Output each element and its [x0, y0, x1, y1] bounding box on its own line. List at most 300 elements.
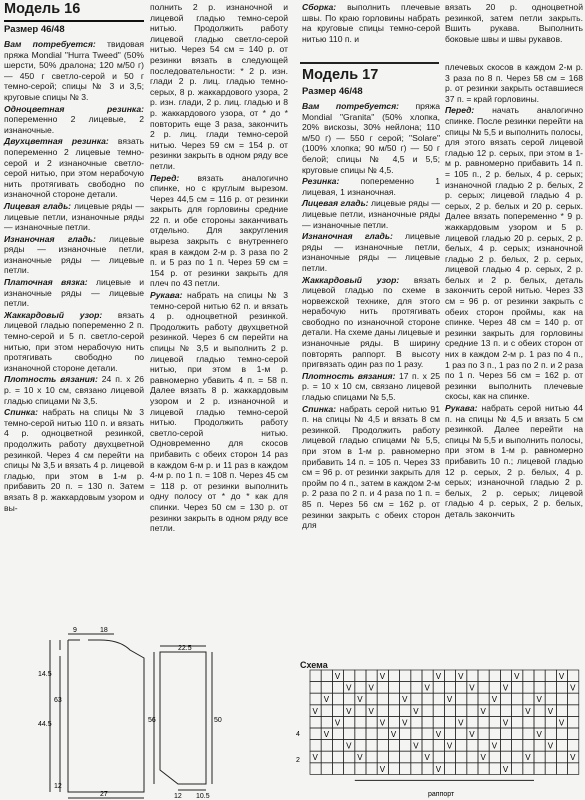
chart-stitch-mark: V: [323, 730, 330, 739]
chart-cell: [400, 763, 411, 775]
chart-cell: [523, 740, 534, 752]
chart-stitch-mark: V: [413, 706, 419, 716]
paragraph-heading: Перед:: [445, 105, 475, 116]
paragraph-heading: Одноцветная резинка:: [4, 103, 144, 114]
chart-cell: [556, 751, 567, 763]
chart-cell: [433, 751, 444, 763]
chart-cell: [321, 705, 332, 717]
paragraph-heading: Жаккардовый узор:: [4, 309, 103, 320]
chart-cell: [388, 751, 399, 763]
chart-cell: [467, 763, 478, 775]
chart-stitch-mark: V: [458, 672, 464, 681]
paragraph-heading: Рукава:: [150, 290, 183, 301]
paragraph: [4, 234, 144, 276]
chart-cell: [467, 751, 478, 763]
chart-cell: [422, 705, 433, 717]
paragraph-text: набрать серой нитью 91 п. на спицы № 4,5 и вязать 8 см резинкой. Продолжить работу лицевой гладью спицами № 5,5, при этом в 1-м р. равномерно прибавить 14 п. = 105 п. Через 33 см = 96 р. от резинки закрыть для пройм по 4 п., затем в каждом 2-м р. 2 раза по 2 п. и 4 раза по 1 п. = 85 п. Через 56 см = 162 р. от резинки закрыть с обеих сторон для: [302, 403, 440, 531]
chart-cell: [388, 705, 399, 717]
chart-cell: [355, 705, 366, 717]
chart-cell: [366, 716, 377, 728]
chart-cell: [411, 682, 422, 694]
chart-cell: [344, 670, 355, 682]
chart-cell: [422, 763, 433, 775]
paragraph: [4, 201, 144, 233]
chart-stitch-mark: V: [323, 695, 330, 705]
chart-cell: [556, 705, 567, 717]
chart-cell: [310, 693, 321, 705]
chart-stitch-mark: V: [480, 753, 486, 763]
chart-cell: [388, 682, 399, 694]
chart-stitch-mark: V: [424, 683, 430, 693]
model-17-title: Модель 17: [302, 67, 379, 83]
chart-cell: [321, 716, 332, 728]
chart-cell: [500, 705, 511, 717]
chart-repeat-label: раппорт: [428, 791, 455, 798]
chart-cell: [422, 728, 433, 740]
paragraph-heading: Изнаночная гладь:: [4, 233, 96, 244]
chart-cell: [456, 751, 467, 763]
paragraph: [4, 374, 144, 406]
chart-cell: [444, 716, 455, 728]
chart-cell: [456, 693, 467, 705]
chart-stitch-mark: V: [424, 753, 430, 763]
chart-cell: [512, 751, 523, 763]
chart-stitch-mark: V: [480, 706, 486, 716]
paragraph-heading: Плотность вязания:: [302, 370, 396, 381]
chart-cell: [545, 728, 556, 740]
paragraph: [4, 310, 144, 374]
chart-cell: [355, 728, 366, 740]
paragraph-text: набрать серой нитью 44 п. на спицы № 4,5 и вязать 5 см резинкой. Далее перейти на спицы № 5,5 и выполнить полосы, при этом в 1-м р. равномерно прибавить 10 п.; лицевой гладью 12 р. серых, 2 р. белых, 4 р. серых; изнаночной гладью 2 р. белых, 2 р. серых; лицевой гладью 4 р. серых, 2 р. белых, деталь закончить: [445, 403, 583, 519]
chart-cell: [456, 728, 467, 740]
chart-cell: [332, 763, 343, 775]
chart-cell: [433, 705, 444, 717]
chart-cell: [545, 751, 556, 763]
chart-cell: [512, 740, 523, 752]
chart-stitch-mark: V: [491, 695, 498, 705]
chart-cell: [568, 728, 579, 740]
chart-stitch-mark: V: [357, 753, 363, 763]
chart-cell: [355, 682, 366, 694]
chart-cell: [456, 763, 467, 775]
chart-stitch-mark: V: [357, 695, 363, 705]
paragraph-heading: Перед:: [150, 172, 180, 183]
dim-27: 27: [100, 791, 108, 798]
chart-cell: [366, 740, 377, 752]
chart-cell: [332, 693, 343, 705]
dim-12b: 12: [174, 793, 182, 800]
chart-cell: [467, 716, 478, 728]
chart-cell: [388, 716, 399, 728]
paragraph: [445, 2, 583, 44]
chart-cell: [433, 740, 444, 752]
chart-cell: [332, 740, 343, 752]
chart-cell: [366, 763, 377, 775]
chart-cell: [321, 751, 332, 763]
chart-cell: [523, 670, 534, 682]
column-2: [150, 2, 288, 638]
chart-cell: [444, 705, 455, 717]
chart-cell: [388, 670, 399, 682]
dim-12: 12: [54, 783, 62, 790]
chart-cell: [400, 728, 411, 740]
chart-cell: [523, 763, 534, 775]
chart-cell: [500, 751, 511, 763]
chart-cell: [366, 693, 377, 705]
chart-cell: [534, 763, 545, 775]
chart-cell: [332, 751, 343, 763]
chart-stitch-mark: V: [446, 695, 453, 705]
chart-title: Схема: [300, 660, 328, 670]
chart-cell: [545, 763, 556, 775]
paragraph: [302, 2, 440, 44]
chart-stitch-mark: V: [502, 718, 509, 728]
chart-cell: [512, 716, 523, 728]
chart-cell: [321, 682, 332, 694]
chart-cell: [310, 682, 321, 694]
chart-stitch-mark: V: [458, 718, 464, 728]
chart-cell: [467, 670, 478, 682]
chart-cell: [545, 693, 556, 705]
paragraph-text: лицевые ряды — лицевые петли, изнаночные ряды — изнаночные петли.: [4, 200, 144, 233]
chart-cell: [456, 705, 467, 717]
chart-cell: [422, 693, 433, 705]
paragraph: [302, 101, 440, 175]
chart-cell: [321, 763, 332, 775]
column-1: [4, 0, 144, 648]
paragraph: [445, 105, 583, 402]
chart-cell: [534, 751, 545, 763]
model-16-title: Модель 16: [4, 1, 81, 17]
chart-cell: [400, 682, 411, 694]
chart-stitch-mark: V: [334, 718, 341, 728]
chart-cell: [556, 740, 567, 752]
paragraph-text: вязать лицевой гладью по схеме в норвежской технике, для этого нерабочую нить протягивать свободно по изнаночной стороне детали. На схеме даны лицевые и изнаночные ряды. В ширину повторять раппорт. В высоту пригвязать один раз по 1 разу.: [302, 274, 440, 370]
chart-cell: [310, 763, 321, 775]
chart-cell: [332, 728, 343, 740]
chart-row-label-4: 4: [296, 731, 300, 738]
col4-body: [445, 62, 583, 520]
chart-cell: [512, 705, 523, 717]
chart-cell: [545, 670, 556, 682]
chart-cell: [489, 705, 500, 717]
chart-stitch-mark: V: [536, 695, 542, 705]
paragraph-text: начать аналогично спинке. После резинки перейти на спицы № 5,5 и выполнить полосы, для этого вязать серой лицевой гладью 12 р. серых, при этом в 1-м р. равномерно прибавить 14 п. = 105 п., 2 р. белых, 4 р. серых; изнаночной гладью 2 р. белых, 2 р. серых; лицевой гладью 4 р. серых, 2 р. белых и 20 р. серых. Далее вязать попеременно * 9 р. жаккардовым узором и 5 р. лицевой гладью 20 р. серых, 2 р. белых, 4 р. серых; изнаночной гладью 2 р. белых, 2 р. серых, лицевой гладью 4 р. серых, 2 р. белых и 2 р. белых, деталь закончить серой нитью. Через 33 см = 96 р. от резинки закрыть с обеих сторон проймы, как на спинке. Через 48 см = 140 р. от резинки закрыть для горловины средние 13 п. и с обеих сторон от них в каждом 2-м р. 1 раз по 4 п., 1 раз по 3 п., 1 раз по 2 п. и 2 раза по 1 п. Через 56 см = 162 р. от резинки выполнить плечевые скосы, как на спинке.: [445, 105, 583, 402]
column-4-top: [445, 2, 583, 58]
chart-cell: [310, 716, 321, 728]
jacquard-chart: [296, 666, 584, 800]
chart-cell: [400, 740, 411, 752]
chart-cell: [478, 682, 489, 694]
column-3: [302, 66, 440, 646]
chart-stitch-mark: V: [390, 730, 397, 739]
chart-cell: [489, 728, 500, 740]
chart-stitch-mark: V: [368, 683, 374, 693]
paragraph-text: пряжа Mondial "Granita" (50% хлопка, 20% вискозы, 30% нейлона; 110 м/50 г) — 550 г серой; "Solare" (100% хлопка; 90 м/50 г) — 50 г белой; спицы № 4,5 и 5,5; круговые спицы № 4,5.: [302, 101, 440, 175]
paragraph: [302, 198, 440, 230]
dim-56: 56: [148, 717, 156, 724]
chart-cell: [568, 763, 579, 775]
chart-cell: [523, 728, 534, 740]
chart-cell: [500, 740, 511, 752]
chart-stitch-mark: V: [502, 764, 509, 774]
chart-stitch-mark: V: [469, 730, 475, 739]
chart-stitch-mark: V: [547, 741, 554, 751]
paragraph: [302, 371, 440, 403]
paragraph-heading: Спинка:: [302, 403, 336, 414]
schematic-body-pattern: [40, 628, 150, 800]
chart-cell: [467, 693, 478, 705]
chart-cell: [400, 705, 411, 717]
chart-stitch-mark: V: [312, 706, 318, 716]
paragraph-text: набрать на спицы № 3 темно-серой нитью 62 п. и вязать 4 р. одноцветной резинкой. Продолжить работу двухцветной резинкой. Через 6 см перейти на спицы № 3,5 и выполнить 2 р. лицевой гладью темно-серой нитью, при этом в 1-м р. равномерно убавить 4 п. = 58 п. Далее вязать 8 р. жаккардовым узором и 2 р. изнаночной и лицевой гладью темно-серой нитью. Продолжить работу светло-серой нитью. Одновременно для скосов прибавить с обеих сторон 14 раз в каждом 6-м р. и 11 раз в каждом 4-м р. по 1 п. = 108 п. Через 45 см = 118 р. от резинки выполнить одну полосу от * до * как для спинки. Через 50 см = 130 р. от резинки закрыть в одном ряду все петли.: [150, 290, 288, 534]
dim-18: 18: [100, 627, 108, 634]
paragraph-text: набрать на спицы № 3 темно-серой нитью 110 п. и вязать 4 р. одноцветной резинкой, продолжить работу двухцветной резинкой. Через 4 см перейти на спицы № 3,5 и вязать 4 р. лицевой гладью, при этом в 1-м р. прибавить 20 п. = 130 п. Затем вязать 8 р. жаккардовым узором и вы-: [4, 407, 144, 513]
chart-stitch-mark: V: [558, 718, 565, 728]
paragraph-heading: Вам потребуется:: [302, 101, 399, 111]
chart-cell: [523, 693, 534, 705]
chart-cell: [534, 705, 545, 717]
chart-cell: [422, 670, 433, 682]
chart-cell: [568, 693, 579, 705]
chart-cell: [422, 716, 433, 728]
chart-stitch-mark: V: [346, 683, 352, 693]
paragraph-heading: Спинка:: [4, 407, 38, 418]
chart-cell: [478, 716, 489, 728]
chart-stitch-mark: V: [469, 683, 475, 693]
paragraph: [4, 136, 144, 200]
paragraph: [150, 2, 288, 172]
chart-cell: [478, 740, 489, 752]
chart-stitch-mark: V: [446, 741, 453, 751]
chart-cell: [355, 716, 366, 728]
chart-stitch-mark: V: [435, 672, 442, 681]
paragraph: [445, 62, 583, 104]
chart-cell: [344, 751, 355, 763]
chart-cell: [411, 763, 422, 775]
chart-cell: [523, 682, 534, 694]
chart-cell: [355, 740, 366, 752]
chart-cell: [489, 670, 500, 682]
paragraph-text: плечевых скосов в каждом 2-м р. 3 раза по 8 п. Через 58 см = 168 р. от резинки закрыть оставшиеся 37 п. = край горловины.: [445, 62, 583, 104]
chart-stitch-mark: V: [525, 706, 531, 716]
chart-stitch-mark: V: [312, 753, 318, 763]
dim-50: 50: [214, 717, 222, 724]
paragraph: [302, 176, 440, 197]
paragraph-text: твидовая пряжа Mondial "Hurra Tweed" (50% шерсти, 50% дралона; 120 м/50 г) — 450 г светло-серой и 50 г темно-серой; спицы № 3 и 3,5; круговые спицы № 3.: [4, 39, 145, 102]
chart-cell: [444, 682, 455, 694]
chart-cell: [355, 763, 366, 775]
dim-9: 9: [73, 627, 77, 634]
paragraph-heading: Двухцветная резинка:: [4, 136, 109, 147]
chart-cell: [568, 705, 579, 717]
chart-cell: [310, 728, 321, 740]
chart-cell: [512, 693, 523, 705]
chart-cell: [500, 670, 511, 682]
paragraph-heading: Лицевая гладь:: [302, 198, 369, 209]
chart-cell: [400, 751, 411, 763]
paragraph-heading: Рукава:: [445, 403, 478, 413]
paragraph-text: вязать аналогично спинке, но с круглым вырезом. Через 44,5 см = 116 р. от резинки закрыть для горловины средние 22 п. и обе стороны заканчивать отдельно. Для закругления выреза закрыть с внутреннего края в каждом 2-м р. 3 раза по 2 п. и 5 раз по 1 п. Через 59 см = 154 р. от резинки закрыть для плеч по 43 петли.: [150, 172, 288, 289]
chart-stitch-mark: V: [379, 672, 386, 681]
chart-cell: [512, 682, 523, 694]
chart-row-label-2: 2: [296, 757, 300, 764]
chart-cell: [500, 693, 511, 705]
paragraph-text: вязать лицевой гладью попеременно 2 п. темно-серой и 5 п. светло-серой нитью, при этом нерабочую нить протягивать свободно по изнаночной стороне детали.: [4, 309, 144, 373]
paragraph-heading: Лицевая гладь:: [4, 200, 72, 211]
chart-cell: [332, 682, 343, 694]
chart-cell: [556, 728, 567, 740]
chart-stitch-mark: V: [402, 695, 408, 705]
paragraph-text: 24 п. x 26 р. = 10 x 10 см, связано лицевой гладью спицами № 3,5.: [4, 374, 144, 406]
chart-stitch-mark: V: [558, 672, 565, 681]
chart-cell: [422, 740, 433, 752]
chart-stitch-mark: V: [413, 741, 419, 751]
chart-stitch-mark: V: [379, 764, 386, 774]
paragraph-heading: Резинка:: [302, 176, 340, 187]
paragraph-heading: Сборка:: [302, 2, 337, 12]
paragraph: [302, 275, 440, 370]
chart-cell: [388, 740, 399, 752]
chart-cell: [388, 763, 399, 775]
dim-14-5: 14.5: [38, 671, 52, 678]
chart-stitch-mark: V: [514, 672, 520, 681]
chart-cell: [444, 728, 455, 740]
chart-stitch-mark: V: [346, 741, 352, 751]
chart-cell: [411, 716, 422, 728]
chart-cell: [467, 740, 478, 752]
paragraph-text: лицевые ряды — изнаночные петли, изнаночные ряды — лицевые петли.: [4, 233, 144, 276]
col2-body: [150, 2, 288, 534]
chart-stitch-mark: V: [491, 741, 498, 751]
col3-body: [302, 101, 440, 531]
paragraph-text: попеременно 2 лицевые, 2 изнаночные.: [4, 114, 144, 135]
chart-stitch-mark: V: [547, 706, 554, 716]
paragraph-heading: Платочная вязка:: [4, 277, 88, 288]
paragraph: [4, 407, 144, 513]
chart-cell: [534, 670, 545, 682]
chart-cell: [366, 670, 377, 682]
col3a-body: [302, 2, 440, 44]
chart-cell: [310, 670, 321, 682]
chart-stitch-mark: V: [502, 683, 509, 693]
chart-cell: [456, 740, 467, 752]
paragraph-text: лицевые ряды — лицевые петли, изнаночные ряды — изнаночные петли.: [302, 198, 440, 230]
chart-cell: [332, 705, 343, 717]
chart-cell: [377, 682, 388, 694]
paragraph: [4, 39, 144, 103]
chart-cell: [534, 740, 545, 752]
paragraph: [4, 104, 144, 136]
title-rule: [4, 20, 144, 22]
chart-cell: [444, 751, 455, 763]
chart-cell: [545, 716, 556, 728]
paragraph-text: вязать 20 р. одноцветной резинкой, затем петли закрыть. Вшить рукава. Выполнить боковые швы и швы рукавов.: [445, 2, 583, 44]
chart-cell: [344, 716, 355, 728]
chart-cell: [433, 716, 444, 728]
chart-cell: [433, 682, 444, 694]
dim-44-5: 44.5: [38, 721, 52, 728]
chart-cell: [478, 763, 489, 775]
chart-stitch-mark: V: [435, 730, 442, 739]
chart-cell: [321, 670, 332, 682]
chart-cell: [534, 682, 545, 694]
chart-cell: [344, 763, 355, 775]
chart-cell: [467, 705, 478, 717]
paragraph: [302, 404, 440, 531]
chart-cell: [411, 751, 422, 763]
paragraph-heading: Вам потребуется:: [4, 39, 96, 49]
chart-stitch-mark: V: [379, 718, 386, 728]
paragraph: [150, 173, 288, 290]
model-17-divider: [300, 62, 439, 64]
chart-stitch-mark: V: [402, 718, 408, 728]
paragraph: [302, 231, 440, 273]
dim-22-5: 22.5: [178, 645, 192, 652]
paragraph-heading: Плотность вязания:: [4, 374, 98, 385]
chart-cell: [366, 751, 377, 763]
chart-cell: [545, 682, 556, 694]
chart-stitch-mark: V: [525, 753, 531, 763]
chart-cell: [489, 751, 500, 763]
chart-cell: [500, 728, 511, 740]
paragraph-text: 17 п. x 25 р. = 10 x 10 см, связано лицевой гладью спицами № 5,5.: [302, 370, 440, 403]
chart-cell: [456, 682, 467, 694]
chart-cell: [568, 670, 579, 682]
paragraph-text: лицевые и изнаночные ряды — лицевые петли.: [4, 277, 144, 309]
col1-body: [4, 39, 144, 513]
schematic-sleeve-pattern: [150, 644, 230, 800]
chart-cell: [556, 682, 567, 694]
dim-10-5: 10.5: [196, 793, 210, 800]
chart-cell: [489, 682, 500, 694]
paragraph: [150, 290, 288, 534]
chart-cell: [377, 728, 388, 740]
col4a-body: [445, 2, 583, 44]
chart-cell: [411, 728, 422, 740]
chart-stitch-mark: V: [570, 683, 576, 693]
chart-cell: [489, 763, 500, 775]
chart-cell: [568, 740, 579, 752]
chart-stitch-mark: V: [346, 706, 352, 716]
chart-cell: [400, 670, 411, 682]
chart-stitch-mark: V: [435, 764, 442, 774]
chart-cell: [556, 693, 567, 705]
chart-cell: [344, 728, 355, 740]
chart-stitch-mark: V: [334, 672, 341, 681]
paragraph-text: выполнить плечевые швы. По краю горловины набрать на круговые спицы темно-серой нитью 110 п. и: [302, 2, 440, 44]
column-3-top: [302, 2, 440, 58]
paragraph-heading: Изнаночная гладь:: [302, 231, 393, 242]
chart-cell: [377, 740, 388, 752]
paragraph-text: полнить 2 р. изнаночной и лицевой гладью темно-серой нитью. Продолжить работу лицевой гладью светло-серой нитью. Через 54 см = 140 р. от резинки вязать в следующей последовательности: * 2 р. изн. глади 2 р. лиц. гладью темно-серых, 8 р. жаккардового узора, 2 р. изн. глади, 2 р. лиц. гладью и 8 р. жаккардового узора, от * до * повторить еще 3 раза, закончить 2 р. лиц. глади темно-серой нитью. Через 59 см = 154 р. от резинки закрыть в одном ряду все петли.: [150, 2, 288, 171]
paragraph: [445, 403, 583, 520]
chart-cell: [534, 716, 545, 728]
chart-cell: [388, 693, 399, 705]
paragraph-text: лицевые ряды — изнаночные петли, изнаночные ряды — лицевые петли.: [302, 231, 440, 273]
chart-cell: [478, 670, 489, 682]
chart-cell: [344, 693, 355, 705]
chart-cell: [433, 693, 444, 705]
chart-cell: [366, 728, 377, 740]
chart-cell: [355, 670, 366, 682]
column-4: [445, 62, 583, 654]
model-17-size: Размер 46/48: [302, 86, 363, 97]
chart-cell: [377, 751, 388, 763]
chart-stitch-mark: V: [536, 730, 542, 739]
chart-cell: [512, 728, 523, 740]
chart-stitch-mark: V: [368, 706, 374, 716]
